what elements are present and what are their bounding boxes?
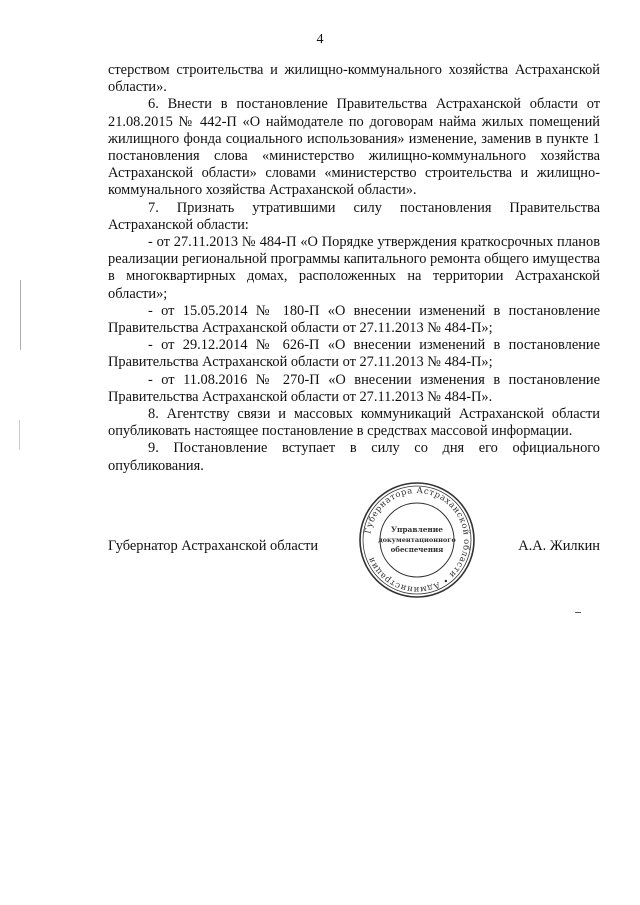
list-item-repeal-484: - от 27.11.2013 № 484-П «О Порядке утверждения краткосрочных планов реализации региональной программы капитального ремонта общего имущества в многоквартирных домах, расположенных на территории Астраханской области»; <box>108 234 600 302</box>
list-item-repeal-626: - от 29.12.2014 № 626-П «О внесении изменений в постановление Правительства Астраханской области от 27.11.2013 № 484-П»; <box>108 337 600 371</box>
paragraph-item-7: 7. Признать утратившими силу постановления Правительства Астраханской области: <box>108 199 600 233</box>
page-number: 4 <box>316 32 324 47</box>
scan-edge-mark <box>20 280 21 350</box>
seal-center-line-3: обеспечения <box>390 545 444 554</box>
seal-center-line-1: Управление <box>390 525 444 534</box>
list-item-repeal-270: - от 11.08.2016 № 270-П «О внесении изменения в постановление Правительства Астраханской области от 27.11.2013 № 484-П». <box>108 371 600 405</box>
paragraph-item-8: 8. Агентству связи и массовых коммуникаций Астраханской области опубликовать настоящее постановление в средствах массовой информации. <box>108 406 600 440</box>
signatory-name: А.А. Жилкин <box>518 538 600 554</box>
list-item-repeal-180: - от 15.05.2014 № 180-П «О внесении изменений в постановление Правительства Астраханской области от 27.11.2013 № 484-П»; <box>108 302 600 337</box>
official-seal-stamp <box>357 480 477 600</box>
paragraph-item-6: 6. Внести в постановление Правительства Астраханской области от 21.08.2015 № 442-П «О наймодателе по договорам найма жилых помещений жилищного фонда социального использования» изменение, заменив в пункте 1 постановления слова «министерство жилищно-коммунального хозяйства Астраханской области» словами «министерство строительства и жилищно-коммунального хозяйства Астраханской области». <box>108 96 600 199</box>
scan-dash-mark <box>575 612 581 613</box>
paragraph-item-9: 9. Постановление вступает в силу со дня его официального опубликования. <box>108 440 600 474</box>
seal-center-line-2: документационного <box>378 536 456 544</box>
signatory-title: Губернатор Астраханской области <box>108 538 319 554</box>
scan-edge-mark <box>19 420 20 450</box>
paragraph-continuation: стерством строительства и жилищно-коммунального хозяйства Астраханской области». <box>108 62 600 96</box>
signature-block <box>108 538 600 558</box>
document-body <box>108 62 600 475</box>
seal-ring-text: Губернатора Астраханской области • Администрация <box>363 485 472 595</box>
